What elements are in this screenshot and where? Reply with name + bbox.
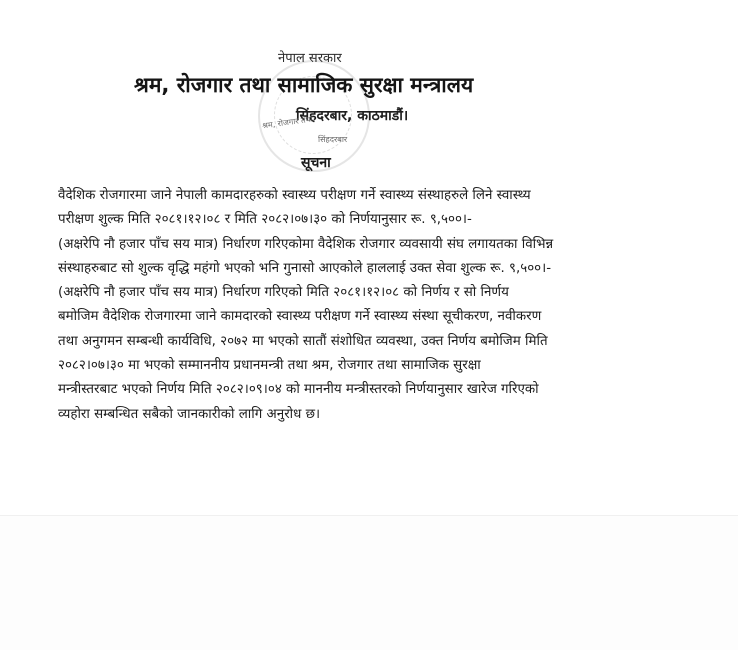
notice-line: (अक्षरेपि नौ हजार पाँच सय मात्र) निर्धारण गरिएकोमा वैदेशिक रोजगार व्यवसायी संघ लगायतका विभिन्न (58, 236, 554, 252)
notice-line: संस्थाहरुबाट सो शुल्क वृद्धि महंगो भएको भनि गुनासो आएकोले हाललाई उक्त सेवा शुल्क रू. ९,५००।- (58, 260, 552, 276)
ministry-address: सिंहदरबार, काठमाडौं। (296, 108, 409, 124)
notice-line: २०८२।०७।३० मा भएको सम्माननीय प्रधानमन्त्री तथा श्रम, रोजगार तथा सामाजिक सुरक्षा (58, 358, 481, 374)
notice-line: बमोजिम वैदेशिक रोजगारमा जाने कामदारको स्वास्थ्य परीक्षण गर्ने स्वास्थ्य संस्था सूचीकरण, नवीकरण (58, 309, 542, 325)
government-heading: नेपाल सरकार (278, 51, 342, 66)
blank-page-area (0, 515, 738, 650)
notice-line: व्यहोरा सम्बन्धित सबैको जानकारीको लागि अनुरोध छ। (58, 406, 321, 422)
stamp-text-1: श्रम, रोजगार तथा (261, 114, 314, 131)
notice-title: सूचना (301, 155, 331, 171)
ministry-heading: श्रम, रोजगार तथा सामाजिक सुरक्षा मन्त्रालय (134, 73, 474, 97)
stamp-text-2: सिंहदरबार (318, 135, 348, 144)
notice-line: परीक्षण शुल्क मिति २०८१।१२।०८ र मिति २०८२।०७।३० को निर्णयानुसार रू. ९,५००।- (58, 212, 472, 228)
notice-line: वैदेशिक रोजगारमा जाने नेपाली कामदारहरुको स्वास्थ्य परीक्षण गर्ने स्वास्थ्य संस्थाहरुले लिने स्वास्थ्य (58, 188, 531, 203)
notice-line: (अक्षरेपि नौ हजार पाँच सय मात्र) निर्धारण गरिएको मिति २०८१।१२।०८ को निर्णय र सो निर्णय (58, 285, 509, 301)
notice-body (58, 184, 686, 427)
notice-line: तथा अनुगमन सम्बन्धी कार्यविधि, २०७२ मा भएको सातौं संशोधित व्यवस्था, उक्त निर्णय बमोजिम मिति (58, 333, 548, 349)
notice-line: मन्त्रीस्तरबाट भएको निर्णय मिति २०८२।०९।०४ को माननीय मन्त्रीस्तरको निर्णयानुसार खारेज गरिएको (58, 382, 539, 398)
